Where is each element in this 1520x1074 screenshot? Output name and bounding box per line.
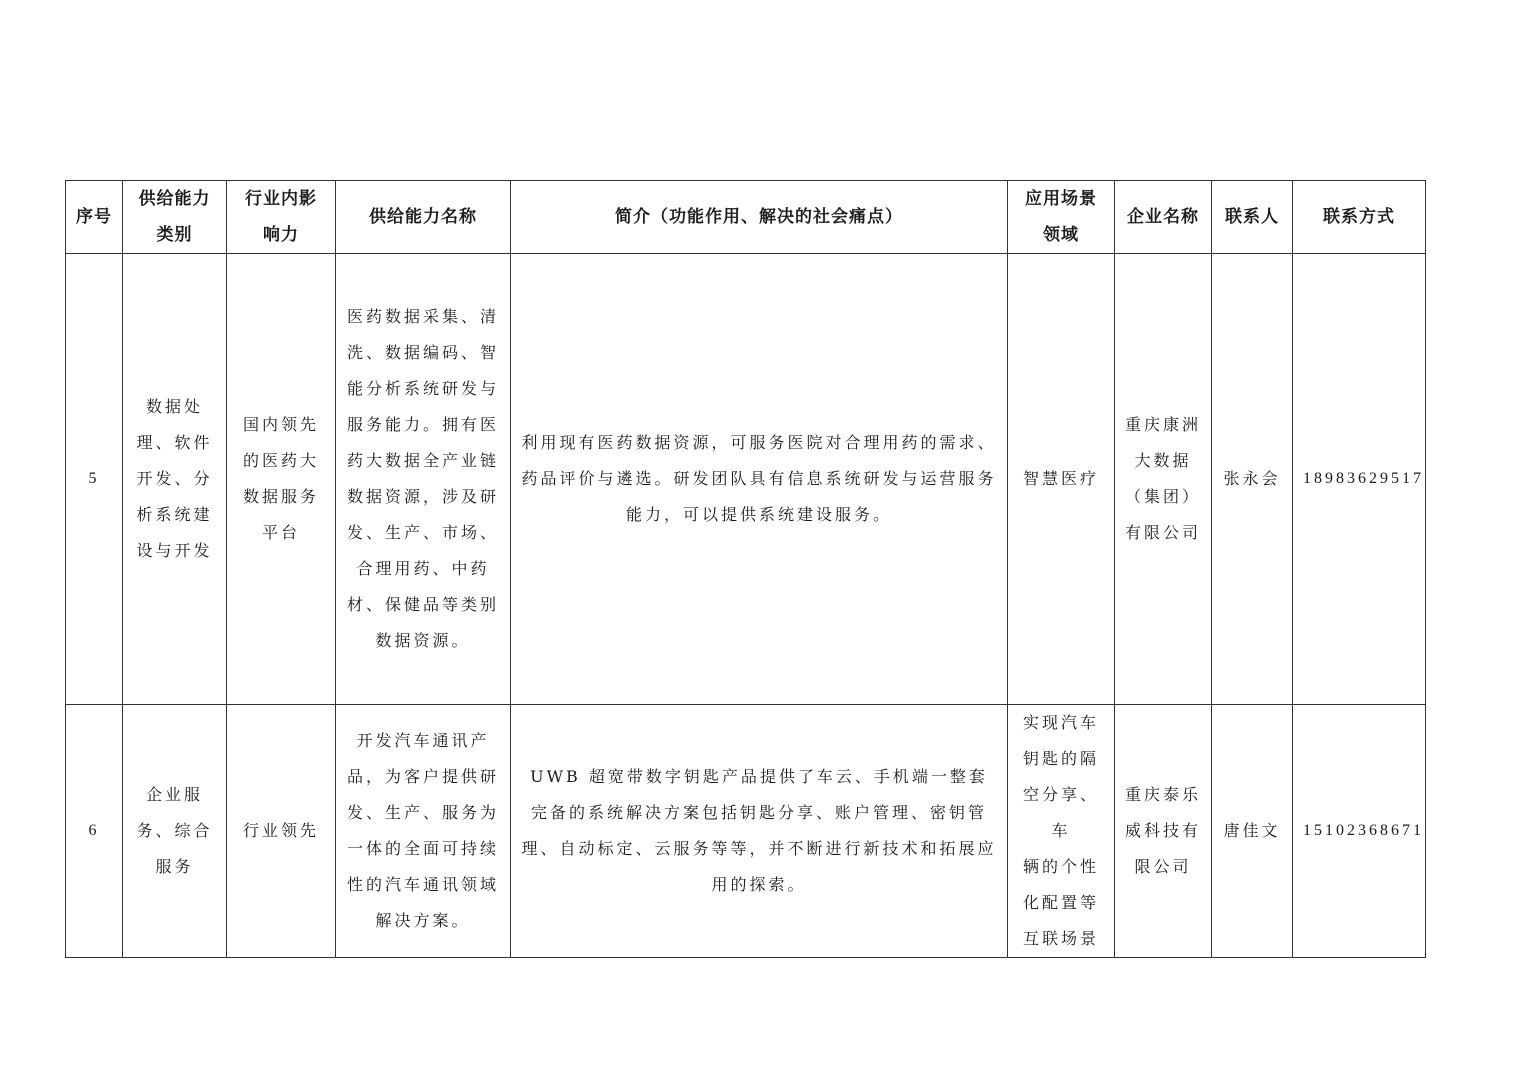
cell-phone: 15102368671 — [1293, 705, 1426, 958]
cell-scenario: 实现汽车 钥匙的隔 空分享、车 辆的个性 化配置等 互联场景 — [1008, 705, 1115, 958]
cell-intro: UWB 超宽带数字钥匙产品提供了车云、手机端一整套完备的系统解决方案包括钥匙分享、账户管理、密钥管理、自动标定、云服务等等，并不断进行新技术和拓展应用的探索。 — [511, 705, 1008, 958]
header-phone: 联系方式 — [1293, 181, 1426, 254]
cell-intro: 利用现有医药数据资源，可服务医院对合理用药的需求、药品评价与遴选。研发团队具有信息系统研发与运营服务能力，可以提供系统建设服务。 — [511, 254, 1008, 705]
header-influence: 行业内影 响力 — [227, 181, 336, 254]
header-contact: 联系人 — [1212, 181, 1293, 254]
header-category: 供给能力 类别 — [123, 181, 227, 254]
cell-name: 开发汽车通讯产品，为客户提供研发、生产、服务为一体的全面可持续性的汽车通讯领域解决方案。 — [336, 705, 511, 958]
header-seq: 序号 — [66, 181, 123, 254]
table-row — [66, 705, 1426, 958]
supply-capability-table — [65, 180, 1426, 958]
table-header-row — [66, 181, 1426, 254]
cell-company: 重庆康洲 大数据 （集团） 有限公司 — [1115, 254, 1212, 705]
cell-phone: 18983629517 — [1293, 254, 1426, 705]
cell-influence: 国内领先 的医药大 数据服务 平台 — [227, 254, 336, 705]
cell-seq: 6 — [66, 705, 123, 958]
cell-influence: 行业领先 — [227, 705, 336, 958]
table-row — [66, 254, 1426, 705]
cell-category: 数据处 理、软件 开发、分 析系统建 设与开发 — [123, 254, 227, 705]
cell-contact: 唐佳文 — [1212, 705, 1293, 958]
cell-company: 重庆泰乐 威科技有 限公司 — [1115, 705, 1212, 958]
cell-name: 医药数据采集、清洗、数据编码、智能分析系统研发与服务能力。拥有医药大数据全产业链数据资源，涉及研发、生产、市场、合理用药、中药材、保健品等类别数据资源。 — [336, 254, 511, 705]
cell-scenario: 智慧医疗 — [1008, 254, 1115, 705]
header-company: 企业名称 — [1115, 181, 1212, 254]
header-scenario: 应用场景 领域 — [1008, 181, 1115, 254]
cell-category: 企业服 务、综合 服务 — [123, 705, 227, 958]
cell-contact: 张永会 — [1212, 254, 1293, 705]
cell-seq: 5 — [66, 254, 123, 705]
header-name: 供给能力名称 — [336, 181, 511, 254]
header-intro: 简介（功能作用、解决的社会痛点） — [511, 181, 1008, 254]
